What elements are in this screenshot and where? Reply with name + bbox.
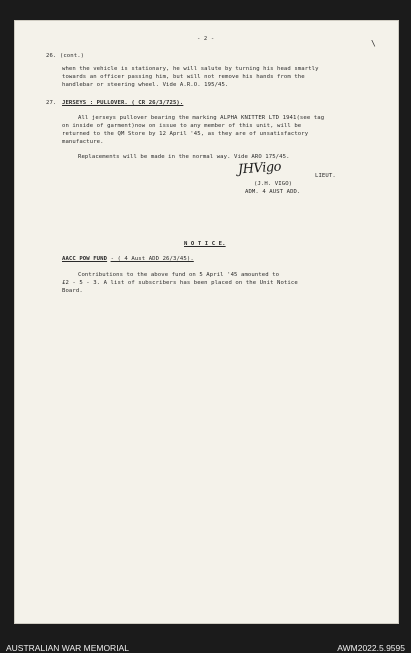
footer-institution: AUSTRALIAN WAR MEMORIAL <box>6 643 129 653</box>
signatory-name: (J.H. VIGO) <box>254 181 293 187</box>
footer-accession-number: AWM2022.5.9595 <box>337 643 405 653</box>
signatory-rank: LIEUT. <box>315 173 336 179</box>
section-27-line-2: on inside of garment)now on issue to any member of this unit, will be <box>62 123 302 129</box>
notice-subheading-line <box>62 257 194 263</box>
section-26-line-1: when the vehicle is stationary, he will salute by turning his head smartly <box>62 66 319 72</box>
notice-subheading: AACC POW FUND <box>62 256 108 262</box>
document-paper <box>14 20 399 624</box>
page-number: - 2 - <box>197 36 215 42</box>
section-27-heading: JERSEYS : PULLOVER. ( CR 26/3/725). <box>62 100 184 106</box>
section-27-line-5: Replacements will be made in the normal way. Vide ARO 175/45. <box>78 154 290 160</box>
footer-bar <box>0 626 411 653</box>
notice-line-3: Board. <box>62 288 83 294</box>
section-27-line-4: manufacture. <box>62 139 104 145</box>
notice-line-1: Contributions to the above fund on 5 April '45 amounted to <box>78 272 280 278</box>
notice-title: N O T I C E. <box>184 241 226 247</box>
section-27-line-3: returned to the QM Store by 12 April '45, as they are of unsatisfactory <box>62 131 309 137</box>
notice-line-2: £2 - 5 - 3. A list of subscribers has been placed on the Unit Notice <box>62 280 298 286</box>
section-26-line-2: towards an officer passing him, but will not remove his hands from the <box>62 74 305 80</box>
handwritten-signature: JHVigo <box>237 159 282 178</box>
section-27-number: 27. <box>46 100 57 106</box>
signatory-title: ADM. 4 AUST ADD. <box>245 189 301 195</box>
notice-subheading-ref: - ( 4 Aust ADD 26/3/45). <box>110 256 194 262</box>
section-26-line-3: handlebar or steering wheel. Vide A.R.O. 195/45. <box>62 82 229 88</box>
section-27-line-1: All jerseys pullover bearing the marking ALPHA KNITTER LTD 1941(see tag <box>78 115 325 121</box>
corner-mark: \ <box>371 39 376 48</box>
section-26-heading: 26. (cont.) <box>46 53 85 59</box>
